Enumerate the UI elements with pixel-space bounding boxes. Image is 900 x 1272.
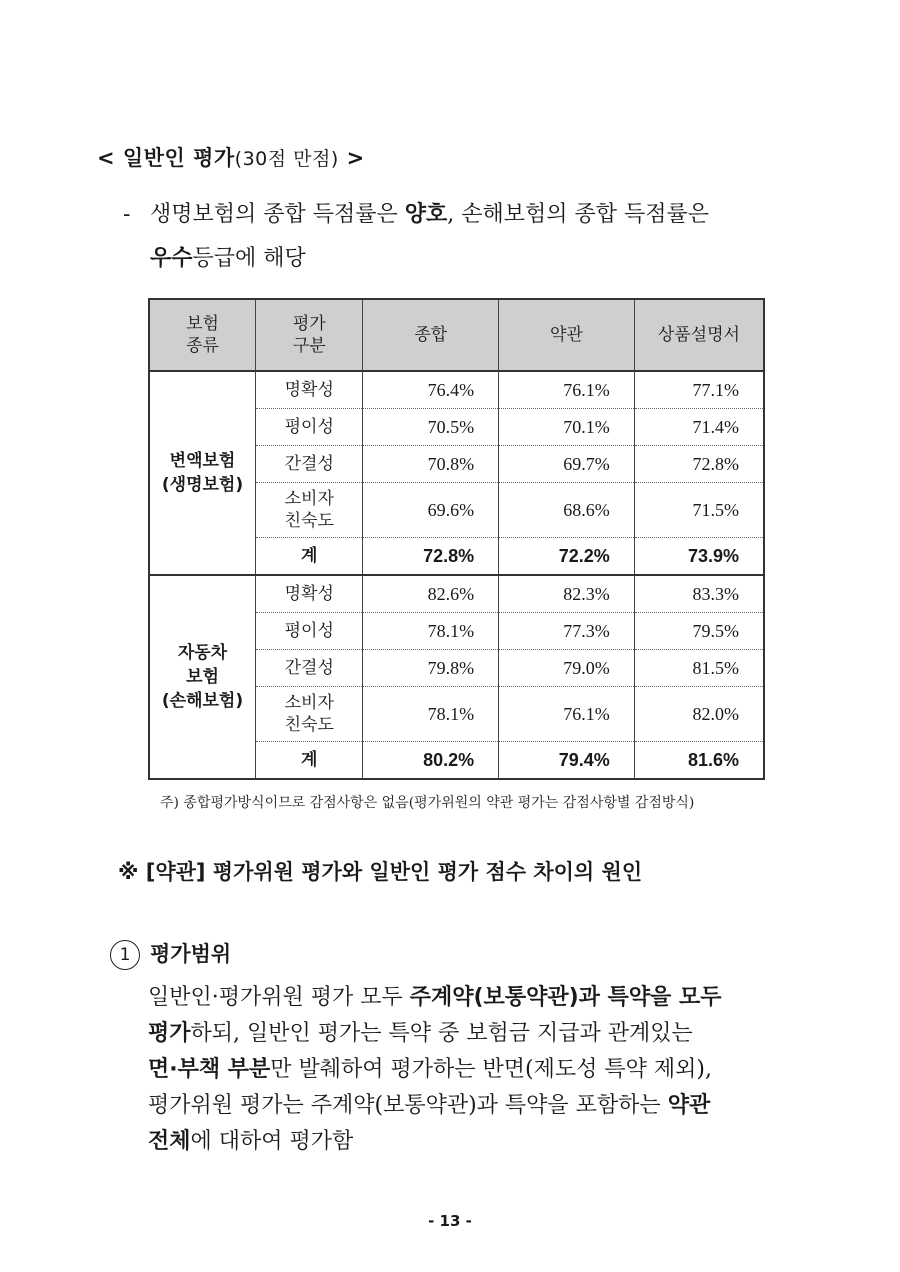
overall-score-cell: 69.6% bbox=[363, 483, 499, 538]
terms-score-cell: 70.1% bbox=[499, 409, 635, 446]
insurance-type-cell: 자동차 보험 (손해보험) bbox=[149, 575, 256, 779]
product-description-score-cell: 77.1% bbox=[634, 371, 764, 409]
eval-category-cell: 명확성 bbox=[256, 575, 363, 613]
reference-heading: ※ [약관] 평가위원 평가와 일반인 평가 점수 차이의 원인 bbox=[118, 860, 643, 884]
table-header-row bbox=[149, 299, 764, 371]
table-footnote: 주) 종합평가방식이므로 감점사항은 없음(평가위원의 약관 평가는 감점사항별 감점방식) bbox=[160, 795, 695, 811]
overall-score-cell: 76.4% bbox=[363, 371, 499, 409]
bullet-line-1 bbox=[123, 193, 813, 237]
para-line-4 bbox=[148, 1088, 803, 1124]
para-text: 만 발췌하여 평가하는 반면(제도성 특약 제외), bbox=[270, 1057, 712, 1082]
terms-score-cell: 72.2% bbox=[499, 538, 635, 576]
terms-score-cell: 79.0% bbox=[499, 650, 635, 687]
overall-score-cell: 78.1% bbox=[363, 613, 499, 650]
terms-score-cell: 76.1% bbox=[499, 687, 635, 742]
header-insurance-type: 보험 종류 bbox=[149, 299, 256, 371]
terms-score-cell: 76.1% bbox=[499, 371, 635, 409]
para-text: 일반인·평가위원 평가 모두 bbox=[148, 985, 410, 1010]
product-description-score-cell: 83.3% bbox=[634, 575, 764, 613]
page-number: - 13 - bbox=[428, 1212, 472, 1230]
para-text: 평가위원 평가는 주계약(보통약관)과 특약을 포함하는 bbox=[148, 1093, 668, 1118]
section-title-end: > bbox=[338, 146, 365, 170]
overall-score-cell: 80.2% bbox=[363, 742, 499, 780]
eval-category-cell: 간결성 bbox=[256, 446, 363, 483]
para-line-1 bbox=[148, 980, 803, 1016]
para-emphasis: 면·부책 부분 bbox=[148, 1057, 271, 1082]
score-table bbox=[148, 298, 765, 780]
grade-life: 양호 bbox=[404, 202, 448, 227]
eval-category-cell: 명확성 bbox=[256, 371, 363, 409]
bullet-text: 등급에 해당 bbox=[192, 246, 306, 271]
product-description-score-cell: 71.4% bbox=[634, 409, 764, 446]
overall-score-cell: 82.6% bbox=[363, 575, 499, 613]
overall-score-cell: 72.8% bbox=[363, 538, 499, 576]
bullet-dash: - bbox=[123, 202, 131, 227]
terms-score-cell: 82.3% bbox=[499, 575, 635, 613]
table-row bbox=[149, 371, 764, 409]
para-line-2 bbox=[148, 1016, 803, 1052]
summary-bullet bbox=[123, 193, 813, 281]
para-text: 하되, 일반인 평가는 특약 중 보험금 지급과 관계있는 bbox=[190, 1021, 693, 1046]
eval-category-cell: 간결성 bbox=[256, 650, 363, 687]
eval-category-cell: 계 bbox=[256, 742, 363, 780]
product-description-score-cell: 72.8% bbox=[634, 446, 764, 483]
para-emphasis: 주계약(보통약관)과 특약을 모두 bbox=[409, 985, 722, 1010]
product-description-score-cell: 79.5% bbox=[634, 613, 764, 650]
insurance-type-cell: 변액보험 (생명보험) bbox=[149, 371, 256, 575]
terms-score-cell: 69.7% bbox=[499, 446, 635, 483]
eval-category-cell: 계 bbox=[256, 538, 363, 576]
terms-score-cell: 79.4% bbox=[499, 742, 635, 780]
eval-category-cell: 평이성 bbox=[256, 613, 363, 650]
para-text: 에 대하여 평가함 bbox=[190, 1129, 354, 1154]
para-line-5 bbox=[148, 1124, 803, 1160]
table-row bbox=[149, 575, 764, 613]
eval-category-cell: 소비자 친숙도 bbox=[256, 483, 363, 538]
bullet-text: 생명보험의 종합 득점률은 bbox=[150, 202, 405, 227]
section-title bbox=[97, 142, 365, 172]
overall-score-cell: 70.5% bbox=[363, 409, 499, 446]
terms-score-cell: 68.6% bbox=[499, 483, 635, 538]
para-line-3 bbox=[148, 1052, 803, 1088]
section-title-main: < 일반인 평가 bbox=[97, 146, 235, 170]
bullet-line-2 bbox=[123, 237, 813, 281]
circled-number: 1 bbox=[110, 940, 140, 970]
overall-score-cell: 70.8% bbox=[363, 446, 499, 483]
subsection-title: 평가범위 bbox=[150, 942, 232, 966]
terms-score-cell: 77.3% bbox=[499, 613, 635, 650]
product-description-score-cell: 82.0% bbox=[634, 687, 764, 742]
eval-category-cell: 평이성 bbox=[256, 409, 363, 446]
eval-category-cell: 소비자 친숙도 bbox=[256, 687, 363, 742]
product-description-score-cell: 71.5% bbox=[634, 483, 764, 538]
header-overall: 종합 bbox=[363, 299, 499, 371]
header-eval-category: 평가 구분 bbox=[256, 299, 363, 371]
product-description-score-cell: 81.6% bbox=[634, 742, 764, 780]
para-emphasis: 평가 bbox=[148, 1021, 191, 1046]
overall-score-cell: 79.8% bbox=[363, 650, 499, 687]
header-terms: 약관 bbox=[499, 299, 635, 371]
header-product-description: 상품설명서 bbox=[634, 299, 764, 371]
para-emphasis: 약관 bbox=[667, 1093, 711, 1118]
para-emphasis: 전체 bbox=[148, 1129, 191, 1154]
bullet-text: , 손해보험의 종합 득점률은 bbox=[447, 202, 710, 227]
section-title-score: (30점 만점) bbox=[234, 148, 339, 170]
product-description-score-cell: 81.5% bbox=[634, 650, 764, 687]
body-paragraph bbox=[148, 980, 803, 1160]
overall-score-cell: 78.1% bbox=[363, 687, 499, 742]
grade-nonlife: 우수 bbox=[150, 246, 193, 271]
product-description-score-cell: 73.9% bbox=[634, 538, 764, 576]
subsection-heading bbox=[110, 938, 231, 970]
